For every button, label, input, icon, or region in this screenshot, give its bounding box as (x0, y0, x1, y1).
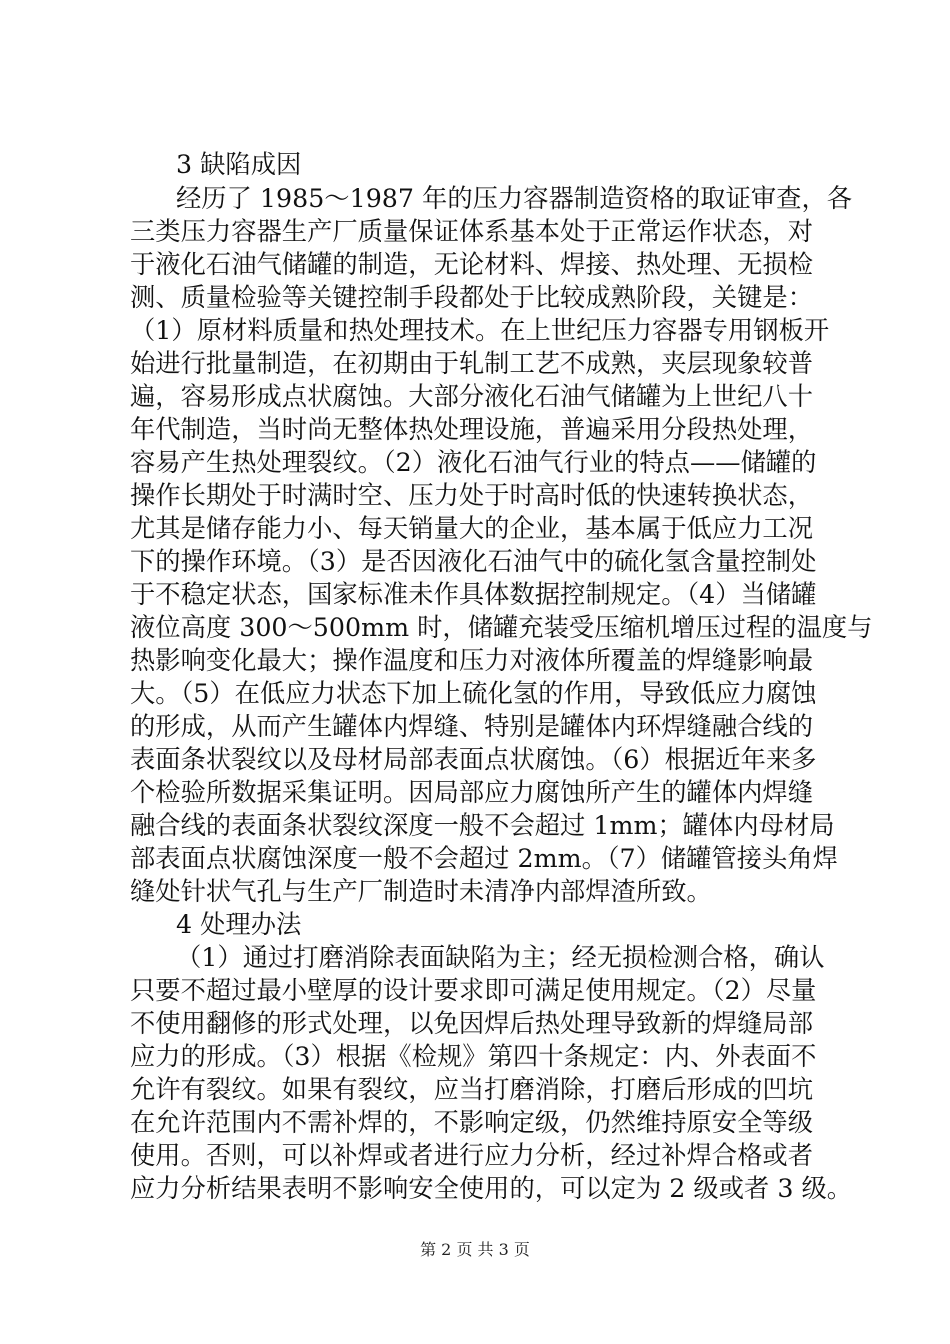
section-3-line: 年代制造，当时尚无整体热处理设施，普遍采用分段热处理， (130, 415, 814, 444)
section-4-line: 使用。否则，可以补焊或者进行应力分析，经过补焊合格或者 (130, 1141, 814, 1170)
section-3-line: 尤其是储存能力小、每天销量大的企业，基本属于低应力工况 (130, 514, 814, 543)
section-3-line: 融合线的表面条状裂纹深度一般不会超过 1mm；罐体内母材局 (130, 811, 835, 840)
section-4-line: 应力的形成。（3）根据《检规》第四十条规定：内、外表面不 (130, 1042, 817, 1071)
section-3-line: 大。（5）在低应力状态下加上硫化氢的作用，导致低应力腐蚀 (130, 679, 817, 708)
section-3-line: 三类压力容器生产厂质量保证体系基本处于正常运作状态，对 (130, 217, 814, 246)
section-3-line: 表面条状裂纹以及母材局部表面点状腐蚀。（6）根据近年来多 (130, 745, 817, 774)
section-4-line: 只要不超过最小壁厚的设计要求即可满足使用规定。（2）尽量 (130, 976, 817, 1005)
section-3-line: 热影响变化最大；操作温度和压力对液体所覆盖的焊缝影响最 (130, 646, 814, 675)
section-3-line: 部表面点状腐蚀深度一般不会超过 2mm。（7）储罐管接头角焊 (130, 844, 838, 873)
section-3-line: 液位高度 300～500mm 时，储罐充装受压缩机增压过程的温度与 (130, 613, 873, 642)
section-3-line: 操作长期处于时满时空、压力处于时高时低的快速转换状态， (130, 481, 814, 510)
page-footer: 第 2 页 共 3 页 (420, 1240, 530, 1259)
section-3-line: 始进行批量制造，在初期由于轧制工艺不成熟，夹层现象较普 (130, 349, 814, 378)
section-3-line: 缝处针状气孔与生产厂制造时未清净内部焊渣所致。 (130, 877, 712, 906)
section-3-line: 经历了 1985～1987 年的压力容器制造资格的取证审查，各 (176, 184, 853, 213)
section-3-line: 容易产生热处理裂纹。（2）液化石油气行业的特点——储罐的 (130, 448, 817, 477)
section-4-line: 应力分析结果表明不影响安全使用的，可以定为 2 级或者 3 级。 (130, 1174, 853, 1203)
section-3-line: 个检验所数据采集证明。因局部应力腐蚀所产生的罐体内焊缝 (130, 778, 814, 807)
section-3-line: 的形成，从而产生罐体内焊缝、特别是罐体内环焊缝融合线的 (130, 712, 814, 741)
section-4-line: 允许有裂纹。如果有裂纹，应当打磨消除，打磨后形成的凹坑 (130, 1075, 814, 1104)
section-3-line: （1）原材料质量和热处理技术。在上世纪压力容器专用钢板开 (130, 316, 830, 345)
section-4-heading: 4 处理办法 (176, 910, 302, 939)
section-4-line: 不使用翻修的形式处理，以免因焊后热处理导致新的焊缝局部 (130, 1009, 814, 1038)
section-3-line: 下的操作环境。（3）是否因液化石油气中的硫化氢含量控制处 (130, 547, 817, 576)
section-3-line: 于不稳定状态，国家标准未作具体数据控制规定。（4）当储罐 (130, 580, 817, 609)
section-3-heading: 3 缺陷成因 (176, 150, 302, 179)
section-3-line: 遍，容易形成点状腐蚀。大部分液化石油气储罐为上世纪八十 (130, 382, 814, 411)
section-4-line: （1）通过打磨消除表面缺陷为主；经无损检测合格，确认 (176, 943, 825, 972)
section-3-line: 于液化石油气储罐的制造，无论材料、焊接、热处理、无损检 (130, 250, 814, 279)
section-3-line: 测、质量检验等关键控制手段都处于比较成熟阶段，关键是： (130, 283, 814, 312)
section-4-line: 在允许范围内不需补焊的，不影响定级，仍然维持原安全等级 (130, 1108, 814, 1137)
